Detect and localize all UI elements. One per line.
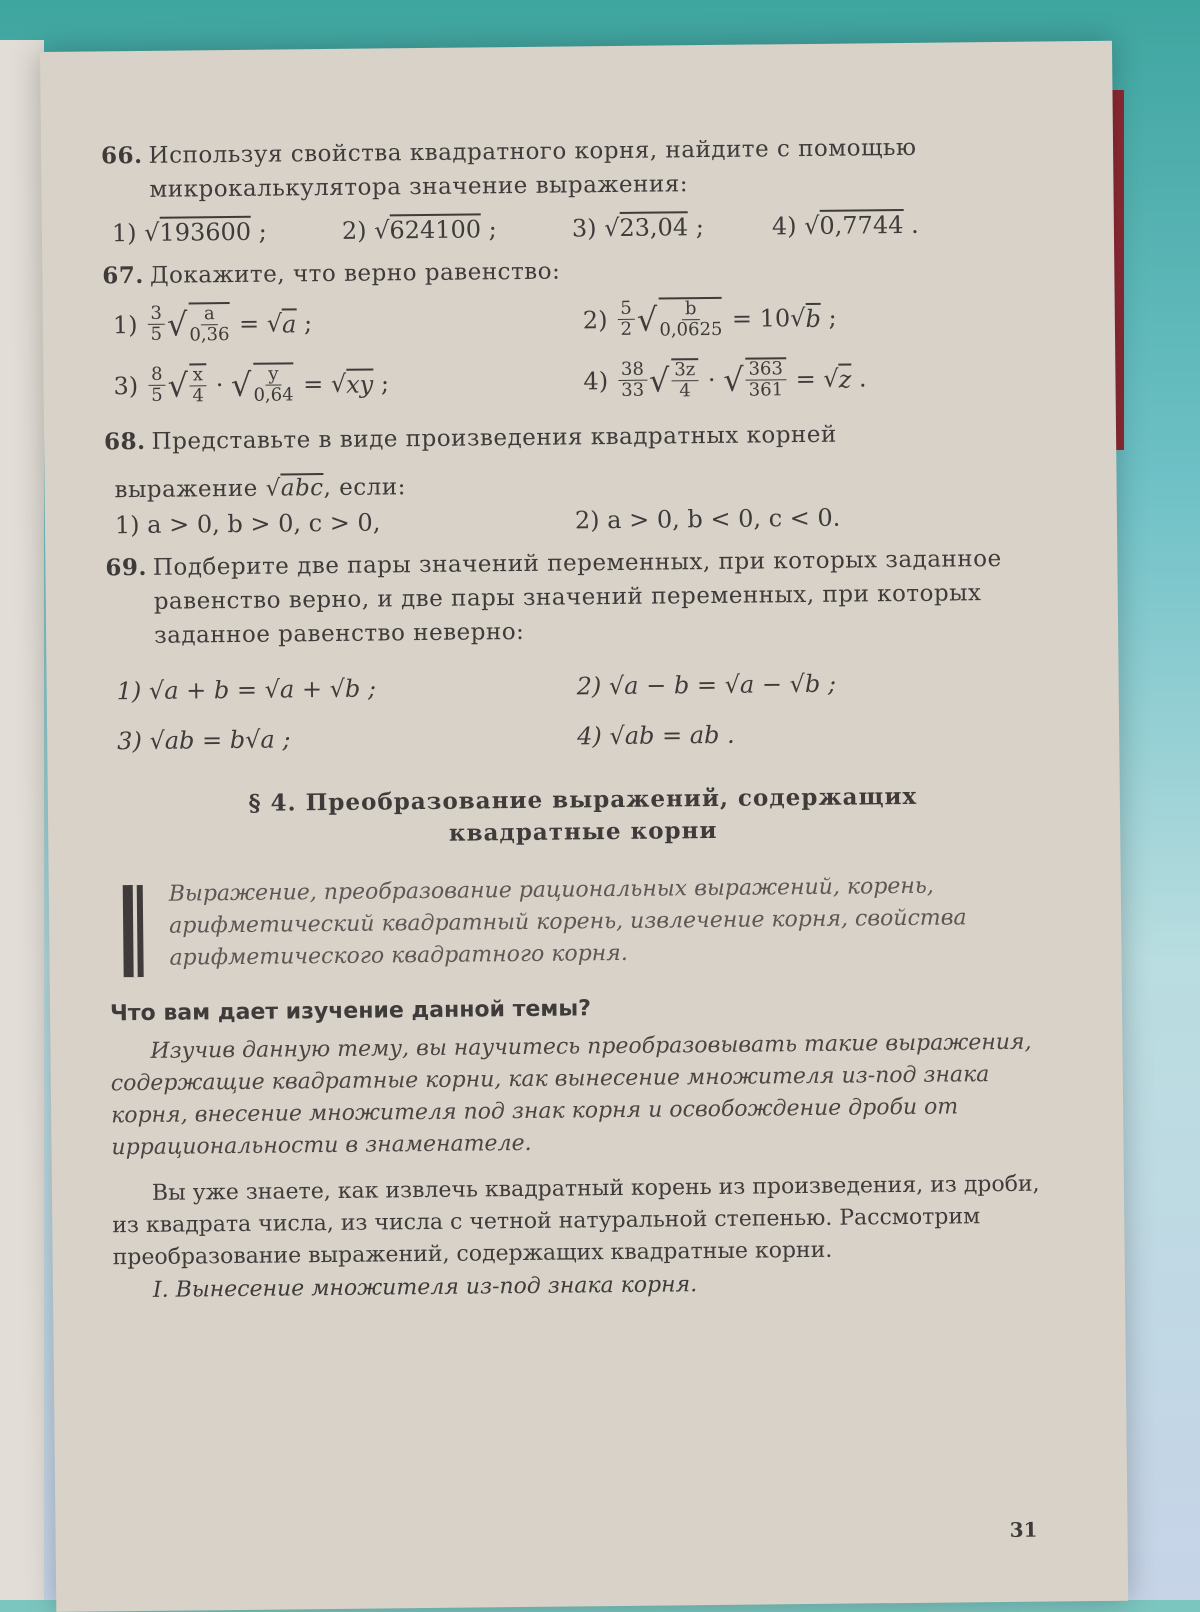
- problem-67: 67. Докажите, что верно равенство:: [102, 258, 561, 290]
- equation-4: 4) $\frac{38}{33}$ √ $\frac{3z}{4}$ · √ $\frac{363}{361}$ = √ z .: [583, 358, 867, 402]
- problem-69-row-1: 1) √a + b = √a + √b ; 2) √a − b = √a − √b ;: [116, 669, 837, 706]
- problem-67-row-2: [103, 354, 1053, 407]
- problem-68: 68. Представьте в виде произведения квадратных корней: [103, 421, 837, 456]
- problem-68-cases: 1) a > 0, b > 0, c > 0, 2) a > 0, b < 0, c < 0.: [114, 503, 841, 540]
- problem-66: [101, 129, 1052, 207]
- section-paragraph: Вы уже знаете, как извлечь квадратный корень из произведения, из дроби, из квадрата числа, из числа с четной натуральной степенью. Рассмотрим преобразование выражений, содержащих квадратные корни.: [112, 1171, 1040, 1271]
- section-subheading: I. Вынесение множителя из-под знака корня.: [152, 1272, 698, 1303]
- problem-67-row-1: [103, 293, 1053, 346]
- page-content: [101, 129, 1063, 1303]
- item-1: 1) √193600 ;: [111, 217, 267, 248]
- problem-number: 66.: [100, 141, 143, 170]
- keywords-block: Выражение, преобразование рациональных выражений, корень, арифметический квадратный корень, извлечение корня, свойства арифметического квадратного корня.: [109, 869, 1060, 975]
- item-2: 2) √624100 ;: [341, 215, 497, 245]
- equation-2: 2) $\frac{5}{2}$ √ $\frac{b}{0,0625}$ = 10 √ b ;: [582, 297, 837, 341]
- section-answer: Изучив данную тему, вы научитесь преобразовывать такие выражения, содержащие квадратные корни, как вынесение множителя из-под знака корня, внесение множителя под знак корня и освобождение дроби от иррациональности в знаменателе.: [110, 1029, 1032, 1161]
- equation-3: 3) $\frac{8}{5}$ √ $\frac{x}{4}$ · √ $\frac{y}{0,64}$ = √ xy ;: [113, 363, 390, 407]
- margin-bar: [123, 885, 138, 977]
- problem-68-cont: выражение √abc, если:: [114, 474, 407, 504]
- problem-69: 69. Подберите две пары значений переменных, при которых заданное равенство верно, и две пары значений переменных, при которых заданное равенство неверно:: [105, 545, 1002, 649]
- problem-66-items: [102, 209, 1052, 247]
- item-4: 4) √0,7744 .: [771, 210, 919, 241]
- section-title: § 4. Преобразование выражений, содержащих квадратные корни: [248, 782, 918, 847]
- problem-text: Используя свойства квадратного корня, найдите с помощью микрокалькулятора значение выражения:: [148, 134, 917, 203]
- section-question: Что вам дает изучение данной темы?: [109, 996, 592, 1027]
- item-3: 3) √23,04 ;: [571, 213, 705, 243]
- page-number: 31: [1009, 1517, 1038, 1542]
- left-page-edge: [0, 40, 44, 1600]
- problem-69-row-2: 3) √ab = b√a ; 4) √ab = ab .: [117, 720, 735, 756]
- equation-1: 1) $\frac{3}{5}$ √ $\frac{a}{0,36}$ = √ a ;: [112, 302, 313, 346]
- textbook-page: [40, 41, 1128, 1612]
